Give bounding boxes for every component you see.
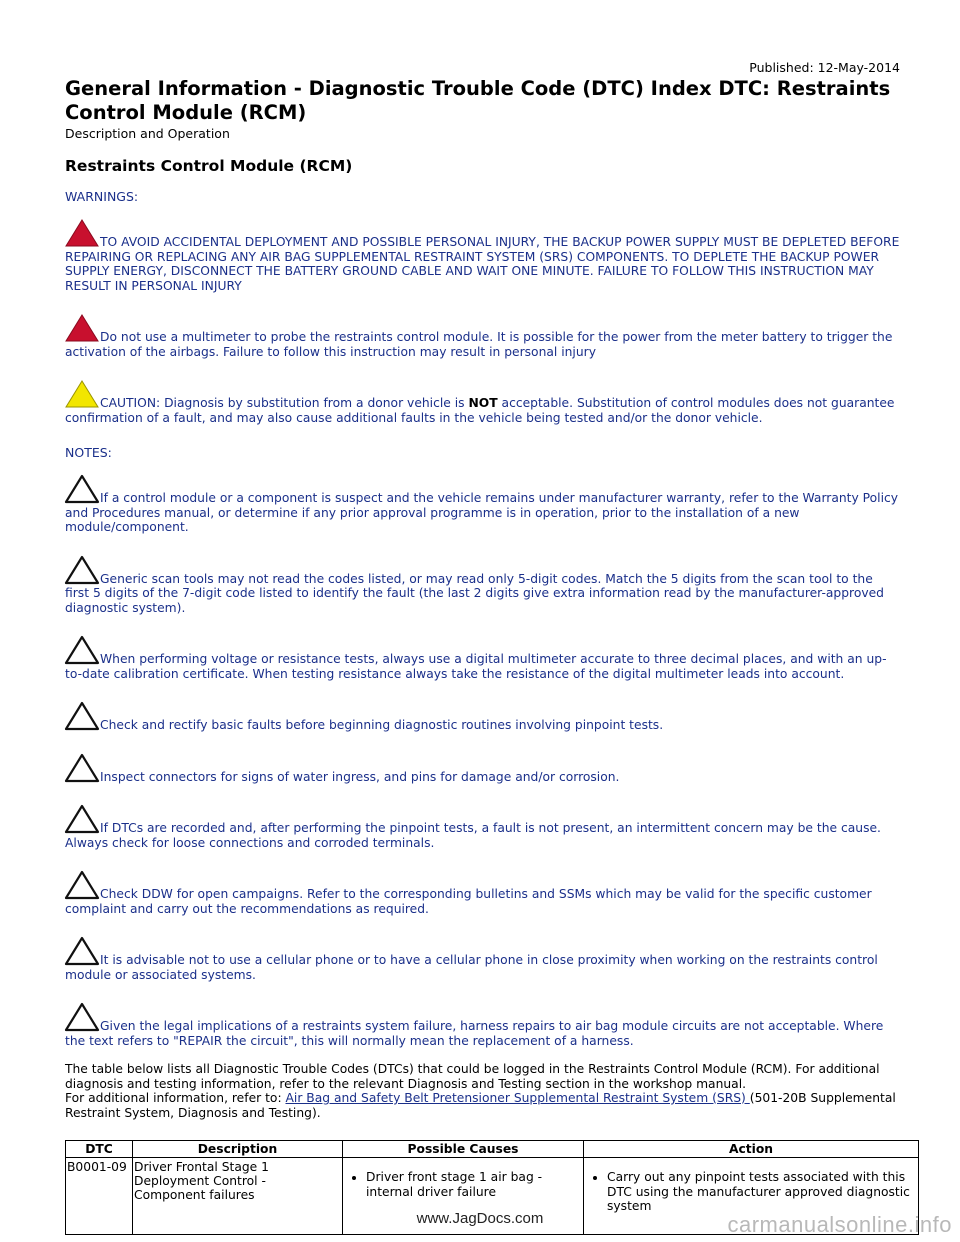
column-header-description: Description (133, 1141, 343, 1158)
note-item (65, 701, 900, 733)
column-header-possible-causes: Possible Causes (343, 1141, 584, 1158)
note-text: It is advisable not to use a cellular phone or to have a cellular phone in close proximity when working on the restraints control module or associated systems. (65, 953, 878, 982)
watermark: carmanualsonline.info (727, 1212, 952, 1237)
page-title: General Information - Diagnostic Trouble Code (DTC) Index DTC: Restraints Control Module (RCM) (65, 77, 891, 124)
note-icon (64, 753, 100, 783)
intro-ref-prefix: For additional information, refer to: (65, 1091, 286, 1105)
column-header-action: Action (584, 1141, 919, 1158)
section-title: Restraints Control Module (RCM) (65, 157, 353, 175)
note-item (65, 753, 900, 785)
note-icon (64, 936, 100, 966)
warning-text: TO AVOID ACCIDENTAL DEPLOYMENT AND POSSIBLE PERSONAL INJURY, THE BACKUP POWER SUPPLY MUST BE DEPLETED BEFORE REPAIRING OR REPLACING ANY AIR BAG SUPPLEMENTAL RESTRAINT SYSTEM (SRS) COMPONENTS. TO DEPLETE THE BACKUP POWER SUPPLY ENERGY, DISCONNECT THE BATTERY GROUND CABLE AND WAIT ONE MINUTE. FAILURE TO FOLLOW THIS INSTRUCTION MAY RESULT IN PERSONAL INJURY (65, 235, 900, 293)
note-item (65, 936, 900, 982)
warning-item (65, 313, 900, 359)
note-icon (64, 555, 100, 585)
note-icon (64, 701, 100, 731)
document-page (65, 60, 910, 1235)
intro-paragraph (65, 1062, 900, 1120)
warning-icon (64, 313, 100, 343)
warnings-label: WARNINGS: (65, 189, 139, 204)
note-text: Given the legal implications of a restraints system failure, harness repairs to air bag module circuits are not acceptable. Where the text refers to "REPAIR the circuit", this will normally mean the replacement of a harness. (65, 1019, 884, 1048)
note-text: Check DDW for open campaigns. Refer to the corresponding bulletins and SSMs which may be valid for the specific customer complaint and carry out the recommendations as required. (65, 887, 872, 916)
action-item: • Carry out any pinpoint tests associated with this DTC using the manufacturer approved diagnostic system (607, 1170, 917, 1214)
note-text: Check and rectify basic faults before beginning diagnostic routines involving pinpoint tests. (100, 718, 664, 732)
caution-text-before: CAUTION: Diagnosis by substitution from a donor vehicle is (100, 396, 469, 410)
note-icon (64, 870, 100, 900)
page-subtitle: Description and Operation (65, 126, 230, 141)
table-header-row (66, 1141, 919, 1158)
footer-source: www.JagDocs.com (416, 1210, 544, 1227)
note-item (65, 870, 900, 916)
srs-diagnosis-link[interactable]: Air Bag and Safety Belt Pretensioner Supplemental Restraint System (SRS) (285, 1091, 750, 1105)
possible-cause-item: • Driver front stage 1 air bag - internal driver failure (366, 1170, 582, 1199)
note-text: If a control module or a component is suspect and the vehicle remains under manufacturer warranty, refer to the Warranty Policy and Procedures manual, or determine if any prior approval programme is in operation, prior to the installation of a new module/component. (65, 491, 899, 534)
note-icon (64, 635, 100, 665)
note-item (65, 635, 900, 681)
dtc-code: B0001-09 (66, 1158, 133, 1235)
note-item (65, 804, 900, 850)
caution-item (65, 379, 900, 425)
note-text: When performing voltage or resistance tests, always use a digital multimeter accurate to three decimal places, and with an up-to-date calibration certificate. When testing resistance always take the resistance of the digital multimeter leads into account. (65, 652, 887, 681)
warning-item (65, 218, 900, 293)
warning-icon (64, 218, 100, 248)
note-item (65, 1002, 900, 1048)
note-text: Inspect connectors for signs of water ingress, and pins for damage and/or corrosion. (100, 769, 620, 784)
note-text: Generic scan tools may not read the codes listed, or may read only 5-digit codes. Match the 5 digits from the scan tool to the first 5 digits of the 7-digit code listed to identify the fault (the last 2 digits give extra information read by the manufacturer-approved diagnostic system). (65, 571, 884, 615)
note-icon (64, 474, 100, 504)
note-text: If DTCs are recorded and, after performing the pinpoint tests, a fault is not present, an intermittent concern may be the cause. Always check for loose connections and corroded terminals. (65, 821, 881, 850)
intro-ref-suffix: (501-20B Supplemental Restraint System, Diagnosis and Testing). (65, 1091, 896, 1120)
caution-text-bold: NOT (468, 396, 498, 410)
warning-text: Do not use a multimeter to probe the restraints control module. It is possible for the power from the meter battery to trigger the activation of the airbags. Failure to follow this instruction may result in personal injury (65, 330, 893, 359)
note-icon (64, 1002, 100, 1032)
note-item (65, 555, 900, 616)
dtc-description: Driver Frontal Stage 1 Deployment Control - Component failures (133, 1158, 343, 1235)
intro-text: The table below lists all Diagnostic Trouble Codes (DTCs) that could be logged in the Restraints Control Module (RCM). For additional diagnosis and testing information, refer to the relevant Diagnosis and Testing section in the workshop manual. (65, 1062, 880, 1091)
column-header-dtc: DTC (66, 1141, 133, 1158)
note-icon (64, 804, 100, 834)
caution-icon (64, 379, 100, 409)
published-date: Published: 12-May-2014 (749, 60, 900, 75)
notes-label: NOTES: (65, 445, 112, 460)
note-item (65, 474, 900, 535)
caution-text-after: acceptable. Substitution of control modules does not guarantee confirmation of a fault, and may also cause additional faults in the vehicle being tested and/or the donor vehicle. (65, 396, 895, 425)
